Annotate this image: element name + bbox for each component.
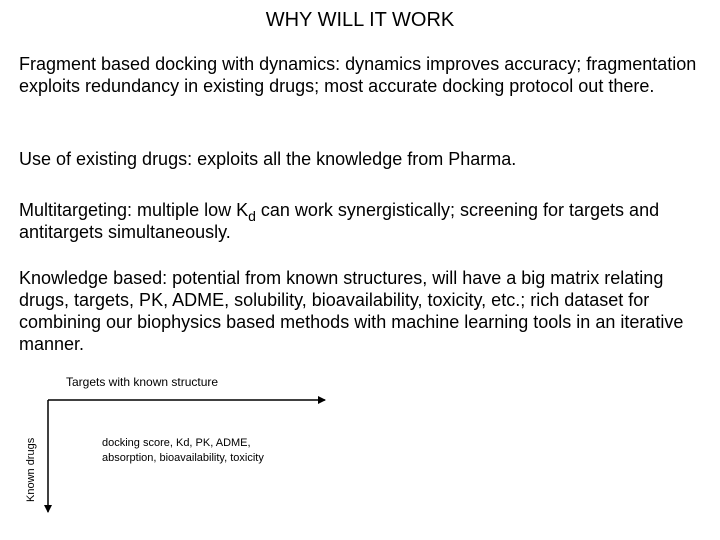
kd-subscript: d: [248, 208, 256, 224]
slide-title: WHY WILL IT WORK: [265, 9, 455, 31]
targets-axis-label: Targets with known structure: [66, 375, 219, 389]
paragraph-multitargeting: [19, 199, 709, 243]
multitargeting-text-start: Multitargeting: multiple low K: [19, 200, 249, 220]
multitargeting-text-end: can work synergistically; screening for targets and antitargets simultaneously.: [19, 200, 660, 242]
paragraph-fragment-docking: Fragment based docking with dynamics: dynamics improves accuracy; fragmentation exploits redundancy in existing drugs; most accurate docking protocol out there.: [19, 54, 697, 96]
matrix-content-line-2: absorption, bioavailability, toxicity: [102, 452, 264, 464]
matrix-content-line-1: docking score, Kd, PK, ADME,: [102, 437, 251, 449]
drugs-axis-label: Known drugs: [25, 437, 37, 502]
paragraph-existing-drugs: Use of existing drugs: exploits all the knowledge from Pharma.: [19, 149, 517, 169]
matrix-content: [102, 436, 342, 466]
paragraph-knowledge-based: Knowledge based: potential from known structures, will have a big matrix relating drugs, targets, PK, ADME, solubility, bioavailability, toxicity, etc.; rich dataset for combining our biophysics based methods with machine learning tools in an iterative manner.: [19, 268, 684, 354]
